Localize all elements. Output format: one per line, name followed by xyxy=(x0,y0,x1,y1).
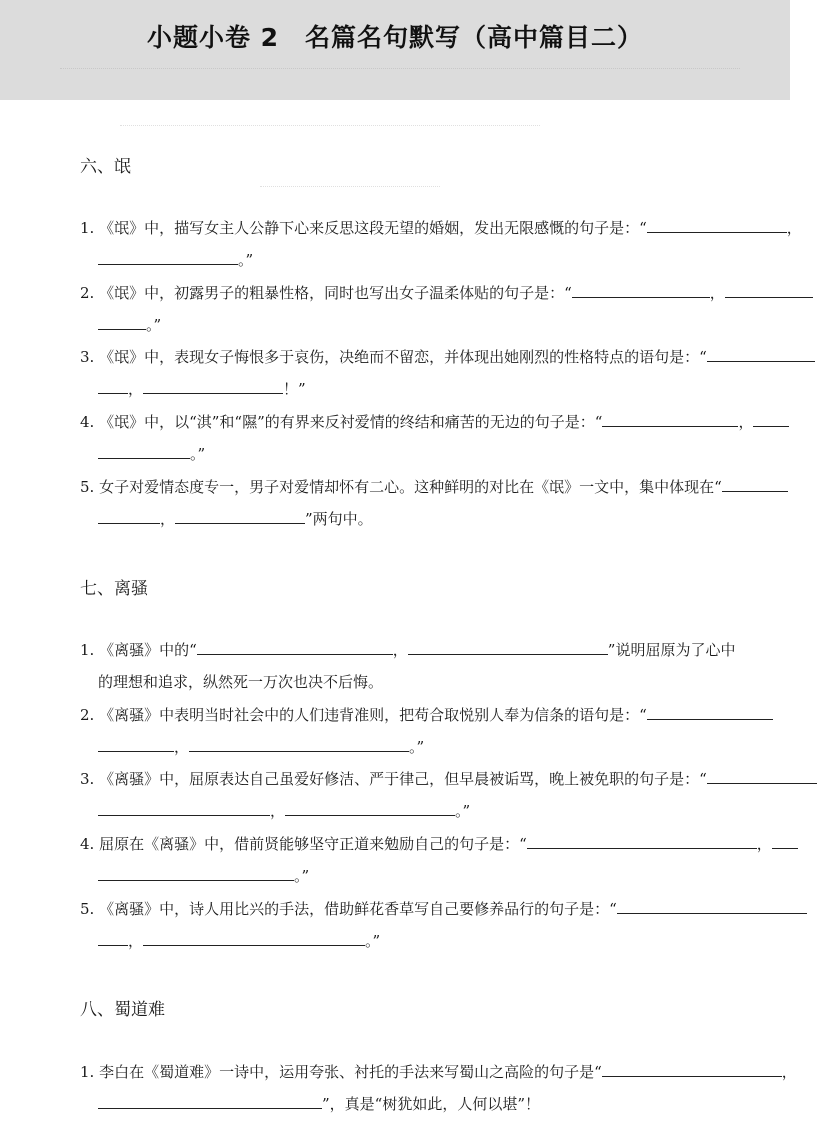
question-line: ， 。” xyxy=(98,931,792,951)
title-left: 小题小卷 2 xyxy=(146,23,280,52)
answer-blank[interactable] xyxy=(143,379,283,394)
answer-blank[interactable] xyxy=(98,444,190,459)
answer-blank[interactable] xyxy=(572,283,710,298)
answer-blank[interactable] xyxy=(143,931,365,946)
section-title: 六、氓 xyxy=(80,157,131,177)
question-line: 1. 李白在《蜀道难》一诗中，运用夸张、衬托的手法来写蜀山之高险的句子是“ ， xyxy=(80,1063,797,1081)
bleed-through xyxy=(120,125,540,132)
title-right: 名篇名句默写（高中篇目二） xyxy=(305,23,644,52)
answer-blank[interactable] xyxy=(98,737,174,752)
question-line: 5. 女子对爱情态度专一，男子对爱情却怀有二心。这种鲜明的对比在《氓》一文中，集中体现在“ xyxy=(80,477,774,497)
question-line: 。” xyxy=(98,444,792,464)
question-line: ， ”两句中。 xyxy=(98,509,792,529)
question-line: 2. 《氓》中，初露男子的粗暴性格，同时也写出女子温柔体贴的句子是：“ ， xyxy=(80,283,774,303)
answer-blank[interactable] xyxy=(753,412,789,427)
answer-blank[interactable] xyxy=(197,640,393,655)
answer-blank[interactable] xyxy=(98,801,270,816)
page-header xyxy=(0,0,790,100)
answer-blank[interactable] xyxy=(602,1062,782,1077)
question-line: 1. 《离骚》中的“ ， ”说明屈原为了心中 xyxy=(80,641,736,659)
answer-blank[interactable] xyxy=(189,737,409,752)
answer-blank[interactable] xyxy=(98,1094,322,1109)
question-line: 2. 《离骚》中表明当时社会中的人们违背准则，把苟合取悦别人奉为信条的语句是：“ xyxy=(80,705,774,725)
question-line: 1. 《氓》中，描写女主人公静下心来反思这段无望的婚姻，发出无限感慨的句子是：“ ， xyxy=(80,219,802,237)
section-title: 八、蜀道难 xyxy=(80,1000,165,1020)
question-line: 的理想和追求，纵然死一万次也决不后悔。 xyxy=(98,673,384,691)
answer-blank[interactable] xyxy=(408,640,608,655)
answer-blank[interactable] xyxy=(98,866,294,881)
answer-blank[interactable] xyxy=(707,769,817,784)
answer-blank[interactable] xyxy=(707,347,815,362)
question-line: 。” xyxy=(98,315,792,335)
question-line: ， 。” xyxy=(98,801,792,821)
answer-blank[interactable] xyxy=(602,412,738,427)
section-title: 七、离骚 xyxy=(80,579,148,599)
question-line: ， ！” xyxy=(98,379,792,399)
answer-blank[interactable] xyxy=(175,509,305,524)
bleed-through xyxy=(260,186,440,193)
answer-blank[interactable] xyxy=(527,834,757,849)
question-line: 。” xyxy=(98,866,792,886)
answer-blank[interactable] xyxy=(98,250,238,265)
answer-blank[interactable] xyxy=(285,801,455,816)
page-title xyxy=(0,18,790,54)
answer-blank[interactable] xyxy=(98,931,128,946)
question-line: ， 。” xyxy=(98,737,792,757)
bleed-through xyxy=(60,68,740,75)
answer-blank[interactable] xyxy=(98,379,128,394)
question-line: ”，真是“树犹如此，人何以堪”！ xyxy=(98,1094,792,1114)
answer-blank[interactable] xyxy=(617,899,807,914)
answer-blank[interactable] xyxy=(647,218,787,233)
question-line: 4. 《氓》中，以“淇”和“隰”的有界来反衬爱情的终结和痛苦的无边的句子是：“ ， xyxy=(80,412,774,432)
answer-blank[interactable] xyxy=(772,834,798,849)
answer-blank[interactable] xyxy=(98,509,160,524)
question-line: 3. 《氓》中，表现女子悔恨多于哀伤，决绝而不留恋，并体现出她刚烈的性格特点的语句是：“ xyxy=(80,347,774,367)
question-line: 3. 《离骚》中，屈原表达自己虽爱好修洁、严于律己，但早晨被诟骂，晚上被免职的句子是：“ xyxy=(80,769,774,789)
question-line: 。” xyxy=(98,250,792,270)
question-line: 4. 屈原在《离骚》中，借前贤能够坚守正道来勉励自己的句子是：“ ， xyxy=(80,834,774,854)
answer-blank[interactable] xyxy=(722,477,788,492)
answer-blank[interactable] xyxy=(98,315,146,330)
question-line: 5. 《离骚》中，诗人用比兴的手法，借助鲜花香草写自己要修养品行的句子是：“ xyxy=(80,899,774,919)
answer-blank[interactable] xyxy=(725,283,813,298)
answer-blank[interactable] xyxy=(647,705,773,720)
